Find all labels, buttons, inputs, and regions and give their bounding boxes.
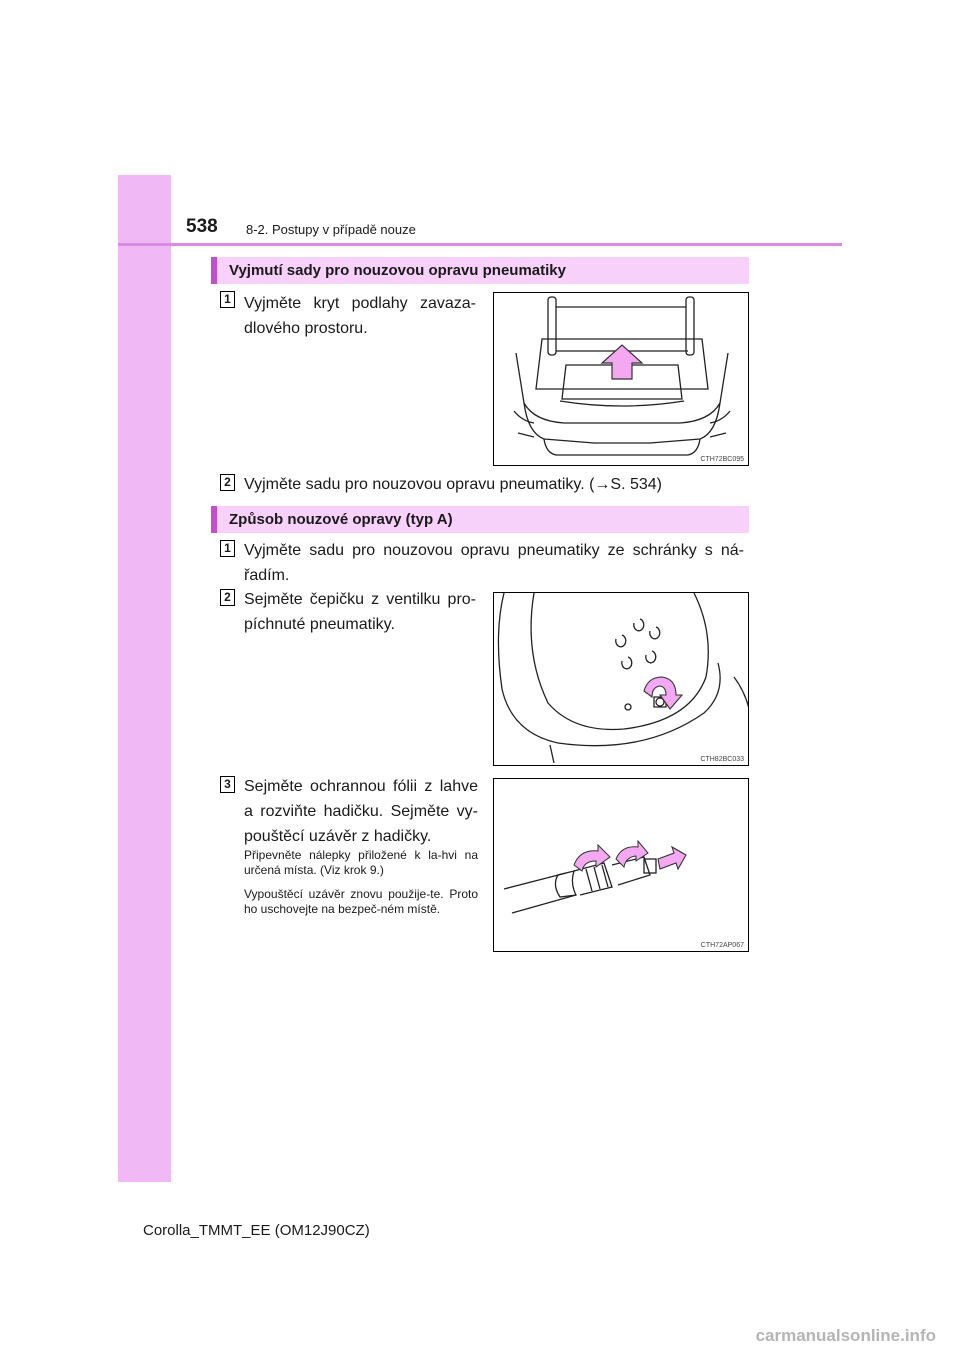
step-number: 2: [220, 589, 235, 606]
trunk-floor-illustration: [493, 292, 749, 466]
step-text: Vyjměte kryt podlahy zavaza-dlového prostoru.: [244, 295, 476, 337]
pull-off-arrow: [658, 847, 686, 869]
figure-code: CTH72BC095: [700, 456, 744, 463]
watermark: carmanualsonline.info: [755, 1326, 936, 1345]
step-text: Vyjměte sadu pro nouzovou opravu pneumatiky. (→S. 534): [244, 476, 662, 493]
lift-up-arrow: [602, 345, 642, 379]
section-title-removal: Vyjmutí sady pro nouzovou opravu pneumatiky: [211, 257, 749, 284]
step-text: Vyjměte sadu pro nouzovou opravu pneumatiky ze schránky s ná-řadím.: [244, 542, 744, 584]
note-text: Připevněte nálepky přiložené k la-hvi na určená místa. (Viz krok 9.): [244, 848, 478, 877]
chapter-title: 8-2. Postupy v případě nouze: [246, 222, 416, 237]
valve-cap-illustration: [493, 592, 749, 766]
figure-code: CTH82BC033: [700, 756, 744, 763]
step-number: 1: [220, 540, 235, 557]
footer-model: Corolla_TMMT_EE (OM12J90CZ): [143, 1222, 370, 1239]
note-text: Vypouštěcí uzávěr znovu použije-te. Proto ho uschovejte na bezpeč-ném místě.: [244, 887, 478, 916]
figure-code: CTH72AP067: [700, 942, 744, 949]
step-number: 2: [220, 474, 235, 491]
step-number: 3: [220, 776, 235, 793]
hose-cap-illustration: [493, 778, 749, 952]
side-strip: [118, 175, 171, 1182]
header-divider: [118, 243, 842, 246]
step-number: 1: [220, 291, 235, 308]
section-title-repair-type-a: Způsob nouzové opravy (typ A): [211, 506, 749, 533]
page-number: 538: [186, 216, 218, 237]
step-text: Sejměte ochrannou fólii z lahve a rozviňte hadičku. Sejměte vy-pouštěcí uzávěr z hadičky.: [244, 778, 478, 845]
step-text: Sejměte čepičku z ventilku pro-píchnuté pneumatiky.: [244, 591, 476, 633]
twist-arrows: [574, 841, 648, 871]
